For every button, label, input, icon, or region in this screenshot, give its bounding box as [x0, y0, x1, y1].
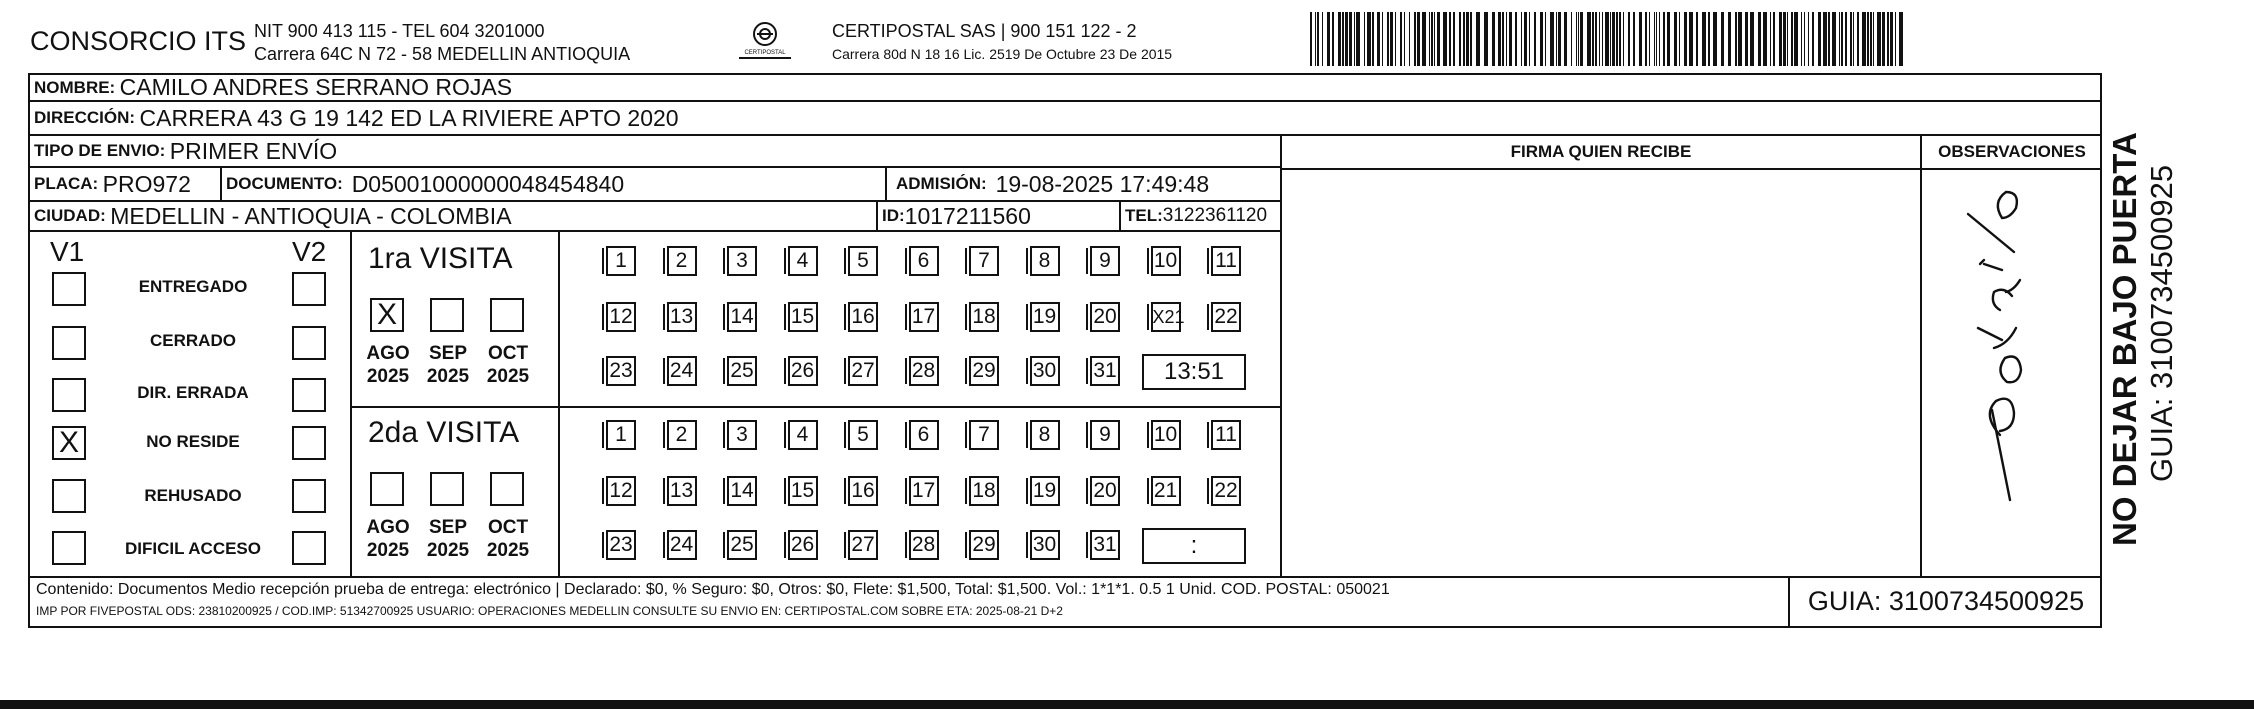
- row-nombre: [30, 75, 2102, 102]
- day-checkbox[interactable]: 31: [1090, 356, 1120, 386]
- barcode-bar: [1449, 12, 1451, 66]
- logo-text: CERTIPOSTAL: [744, 50, 786, 56]
- barcode-bar: [1696, 12, 1698, 66]
- barcode-bar: [1364, 12, 1365, 66]
- barcode-bar: [1443, 12, 1447, 66]
- status-label: CERRADO: [150, 331, 236, 350]
- barcode-bar: [1877, 12, 1881, 66]
- month-name: OCT: [487, 343, 529, 364]
- logo-icon: [735, 20, 795, 64]
- barcode-bar: [1492, 12, 1495, 66]
- month-name: AGO: [366, 517, 410, 538]
- status-v1-checkbox[interactable]: [52, 531, 86, 565]
- month-name: AGO: [366, 343, 410, 364]
- day-checkbox[interactable]: 21: [1151, 476, 1181, 506]
- barcode-bar: [1656, 12, 1657, 66]
- barcode-bar: [1349, 12, 1352, 66]
- day-checkbox[interactable]: 10: [1151, 246, 1181, 276]
- barcode-bar: [1437, 12, 1440, 66]
- barcode-bar: [1354, 12, 1355, 66]
- company-info-line2: Carrera 64C N 72 - 58 MEDELLIN ANTIOQUIA: [254, 44, 631, 64]
- barcode-bar: [1558, 12, 1561, 66]
- day-checkbox[interactable]: 24: [667, 530, 697, 560]
- day-checkbox[interactable]: 23: [606, 356, 636, 386]
- visit-separator: [350, 406, 1280, 408]
- status-v2-checkbox[interactable]: [292, 479, 326, 513]
- barcode: [1310, 12, 1904, 66]
- company-name: CONSORCIO ITS: [30, 26, 247, 56]
- month-label: [418, 342, 478, 388]
- month-checkbox[interactable]: [490, 472, 524, 506]
- row-tipo: [30, 136, 1280, 168]
- month-name: SEP: [428, 517, 468, 538]
- visit-divider: [558, 232, 560, 576]
- barcode-bar: [1845, 12, 1847, 66]
- side-warning: NO DEJAR BAJO PUERTA: [2106, 132, 2143, 546]
- barcode-bar: [1659, 12, 1660, 66]
- barcode-bar: [1310, 12, 1312, 66]
- barcode-bar: [1356, 12, 1360, 66]
- barcode-bar: [1804, 12, 1805, 66]
- status-label: REHUSADO: [144, 486, 242, 505]
- time-field[interactable]: :: [1142, 528, 1246, 564]
- day-checkbox[interactable]: 11: [1211, 420, 1241, 450]
- barcode-bar: [1599, 12, 1600, 66]
- time-field[interactable]: 13:51: [1142, 354, 1246, 390]
- status-v2-checkbox[interactable]: [292, 272, 326, 306]
- barcode-bar: [1882, 12, 1885, 66]
- day-checkbox[interactable]: 1: [606, 246, 636, 276]
- day-checkbox[interactable]: 31: [1090, 530, 1120, 560]
- status-label: ENTREGADO: [138, 277, 248, 296]
- barcode-bar: [1823, 12, 1827, 66]
- barcode-bar: [1404, 12, 1405, 66]
- barcode-bar: [1576, 12, 1577, 66]
- barcode-bar: [1506, 12, 1507, 66]
- barcode-bar: [1721, 12, 1724, 66]
- status-v2-checkbox[interactable]: [292, 326, 326, 360]
- barcode-bar: [1873, 12, 1874, 66]
- day-checkbox[interactable]: 9: [1090, 246, 1120, 276]
- barcode-bar: [1459, 12, 1461, 66]
- day-checkbox[interactable]: 2: [667, 246, 697, 276]
- tipo-label: TIPO DE ENVIO:: [34, 141, 166, 160]
- barcode-bar: [1679, 12, 1680, 66]
- barcode-bar: [1332, 12, 1334, 66]
- barcode-bar: [1612, 12, 1615, 66]
- month-year: 2025: [486, 540, 530, 561]
- barcode-bar: [1862, 12, 1866, 66]
- barcode-bar: [1414, 12, 1416, 66]
- barcode-bar: [1545, 12, 1546, 66]
- barcode-bar: [1342, 12, 1344, 66]
- footer-top-line: [28, 576, 2102, 578]
- barcode-bar: [1895, 12, 1896, 66]
- footer-contenido: Contenido: Documentos Medio recepción prueba de entrega: electrónico | Declarado: $0, % Seguro: $0, Otros: $0, Flete: $1,500, Total: $1,500. Vol.: 1*1*1. 0.5 1 Unid. COD. POSTAL: 050021: [36, 581, 1390, 598]
- day-checkbox[interactable]: 10: [1151, 420, 1181, 450]
- status-divider: [350, 232, 352, 576]
- barcode-bar: [1812, 12, 1814, 66]
- row-placa: [30, 168, 1280, 202]
- month-checkbox[interactable]: X: [370, 298, 404, 332]
- month-checkbox[interactable]: [430, 298, 464, 332]
- barcode-bar: [1867, 12, 1869, 66]
- status-v2-checkbox[interactable]: [292, 378, 326, 412]
- day-checkbox[interactable]: 19: [1030, 476, 1060, 506]
- barcode-bar: [1602, 12, 1603, 66]
- day-checkbox[interactable]: 28: [909, 530, 939, 560]
- barcode-bar: [1713, 12, 1717, 66]
- month-year: 2025: [426, 366, 470, 387]
- barcode-bar: [1708, 12, 1710, 66]
- barcode-bar: [1791, 12, 1793, 66]
- day-checkbox[interactable]: 28: [909, 356, 939, 386]
- day-checkbox[interactable]: 9: [1090, 420, 1120, 450]
- observaciones-header: OBSERVACIONES: [1938, 142, 2086, 161]
- barcode-bar: [1750, 12, 1754, 66]
- barcode-bar: [1738, 12, 1742, 66]
- ciudad-value: MEDELLIN - ANTIOQUIA - COLOMBIA: [110, 202, 512, 229]
- day-checkbox[interactable]: 17: [909, 476, 939, 506]
- direccion-label: DIRECCIÓN:: [34, 108, 136, 127]
- barcode-bar: [1509, 12, 1512, 66]
- barcode-bar: [1787, 12, 1788, 66]
- barcode-graphic: [1310, 12, 1904, 66]
- barcode-bar: [1521, 12, 1522, 66]
- barcode-bar: [1578, 12, 1579, 66]
- status-v1-checkbox[interactable]: X: [52, 426, 86, 460]
- firma-header: FIRMA QUIEN RECIBE: [1510, 142, 1692, 161]
- barcode-bar: [1623, 12, 1624, 66]
- barcode-bar: [1315, 12, 1316, 66]
- v1-header: V1: [50, 236, 85, 267]
- barcode-bar: [1605, 12, 1609, 66]
- day-checkbox[interactable]: X21: [1151, 302, 1181, 332]
- day-checkbox[interactable]: 29: [969, 530, 999, 560]
- carrier-info-line1: CERTIPOSTAL SAS | 900 151 122 - 2: [832, 21, 1137, 41]
- barcode-bar: [1434, 12, 1435, 66]
- barcode-bar: [1429, 12, 1430, 66]
- barcode-bar: [1345, 12, 1348, 66]
- barcode-bar: [1587, 12, 1591, 66]
- day-checkbox[interactable]: 7: [969, 246, 999, 276]
- month-label: [478, 342, 538, 388]
- barcode-bar: [1338, 12, 1341, 66]
- barcode-bar: [1645, 12, 1647, 66]
- barcode-bar: [1794, 12, 1798, 66]
- barcode-bar: [1592, 12, 1594, 66]
- tipo-value: PRIMER ENVÍO: [169, 137, 338, 164]
- direccion-value: CARRERA 43 G 19 142 ED LA RIVIERE APTO 2020: [139, 104, 679, 131]
- day-checkbox[interactable]: 15: [788, 476, 818, 506]
- admision-label: ADMISIÓN:: [896, 174, 987, 193]
- day-checkbox[interactable]: 26: [788, 530, 818, 560]
- day-checkbox[interactable]: 12: [606, 302, 636, 332]
- day-checkbox[interactable]: 1: [606, 420, 636, 450]
- page-bottom-edge: [0, 700, 2254, 709]
- day-checkbox[interactable]: 11: [1211, 246, 1241, 276]
- visit-title: 2da VISITA: [368, 416, 520, 449]
- row-direccion: [30, 102, 2102, 136]
- tel-value: 3122361120: [1162, 205, 1268, 226]
- day-checkbox[interactable]: 25: [727, 530, 757, 560]
- barcode-bar: [1828, 12, 1830, 66]
- month-checkbox[interactable]: [490, 298, 524, 332]
- barcode-bar: [1322, 12, 1323, 66]
- month-year: 2025: [366, 540, 410, 561]
- month-checkbox[interactable]: [430, 472, 464, 506]
- documento-label: DOCUMENTO:: [226, 174, 343, 193]
- day-checkbox[interactable]: 19: [1030, 302, 1060, 332]
- barcode-bar: [1684, 12, 1687, 66]
- day-checkbox[interactable]: 3: [727, 420, 757, 450]
- barcode-bar: [1663, 12, 1665, 66]
- barcode-bar: [1841, 12, 1843, 66]
- day-checkbox[interactable]: 8: [1030, 246, 1060, 276]
- barcode-bar: [1317, 12, 1319, 66]
- barcode-bar: [1382, 12, 1383, 66]
- status-label: NO RESIDE: [146, 432, 240, 451]
- day-checkbox[interactable]: 5: [848, 246, 878, 276]
- day-checkbox[interactable]: 27: [848, 530, 878, 560]
- day-checkbox[interactable]: 14: [727, 302, 757, 332]
- barcode-bar: [1476, 12, 1480, 66]
- day-checkbox[interactable]: 18: [969, 476, 999, 506]
- day-checkbox[interactable]: 24: [667, 356, 697, 386]
- barcode-bar: [1674, 12, 1677, 66]
- barcode-bar: [1550, 12, 1554, 66]
- day-checkbox[interactable]: 7: [969, 420, 999, 450]
- barcode-bar: [1395, 12, 1396, 66]
- barcode-bar: [1453, 12, 1455, 66]
- day-checkbox[interactable]: 16: [848, 476, 878, 506]
- barcode-bar: [1899, 12, 1903, 66]
- month-label: [418, 516, 478, 562]
- barcode-bar: [1818, 12, 1821, 66]
- barcode-bar: [1758, 12, 1761, 66]
- v2-header: V2: [292, 236, 327, 267]
- id-label: ID:: [882, 206, 905, 225]
- barcode-bar: [1853, 12, 1854, 66]
- barcode-bar: [1801, 12, 1802, 66]
- company-info-line1: NIT 900 413 115 - TEL 604 3201000: [254, 21, 545, 41]
- status-v2-checkbox[interactable]: [292, 531, 326, 565]
- footer-guia: GUIA: 3100734500925: [1807, 586, 2085, 616]
- month-label: [358, 342, 418, 388]
- day-checkbox[interactable]: 17: [909, 302, 939, 332]
- barcode-bar: [1728, 12, 1731, 66]
- nombre-value: CAMILO ANDRES SERRANO ROJAS: [119, 74, 513, 100]
- id-value: 1017211560: [904, 202, 1031, 229]
- status-label: DIFICIL ACCESO: [124, 539, 261, 558]
- month-name: SEP: [428, 343, 468, 364]
- status-label: DIR. ERRADA: [137, 383, 249, 402]
- day-checkbox[interactable]: 5: [848, 420, 878, 450]
- ciudad-label: CIUDAD:: [34, 206, 106, 225]
- barcode-bar: [1649, 12, 1650, 66]
- barcode-bar: [1422, 12, 1426, 66]
- day-checkbox[interactable]: 14: [727, 476, 757, 506]
- barcode-bar: [1498, 12, 1501, 66]
- nombre-label: NOMBRE:: [34, 77, 116, 97]
- day-checkbox[interactable]: 30: [1030, 530, 1060, 560]
- day-checkbox[interactable]: 4: [788, 246, 818, 276]
- barcode-bar: [1783, 12, 1786, 66]
- day-checkbox[interactable]: 27: [848, 356, 878, 386]
- tel-label: TEL:: [1125, 206, 1163, 225]
- barcode-bar: [1571, 12, 1572, 66]
- barcode-bar: [1839, 12, 1840, 66]
- barcode-bar: [1702, 12, 1706, 66]
- status-v1-checkbox[interactable]: [52, 326, 86, 360]
- status-v1-checkbox[interactable]: [52, 378, 86, 412]
- barcode-bar: [1390, 12, 1393, 66]
- day-checkbox[interactable]: 22: [1211, 302, 1241, 332]
- carrier-info-line2: Carrera 80d N 18 16 Lic. 2519 De Octubre 23 De 2015: [832, 46, 1173, 62]
- month-name: OCT: [487, 517, 529, 538]
- divider-firma: [1280, 136, 1282, 576]
- firma-signature-area: [1922, 170, 2102, 576]
- day-checkbox[interactable]: 13: [667, 302, 697, 332]
- barcode-bar: [1524, 12, 1527, 66]
- barcode-bar: [1779, 12, 1782, 66]
- row-ciudad: [30, 202, 1280, 232]
- day-checkbox[interactable]: 12: [606, 476, 636, 506]
- barcode-bar: [1628, 12, 1630, 66]
- barcode-bar: [1515, 12, 1517, 66]
- barcode-bar: [1832, 12, 1836, 66]
- day-checkbox[interactable]: 22: [1211, 476, 1241, 506]
- barcode-bar: [1534, 12, 1536, 66]
- day-checkbox[interactable]: 16: [848, 302, 878, 332]
- barcode-bar: [1639, 12, 1642, 66]
- day-checkbox[interactable]: 3: [727, 246, 757, 276]
- certipostal-logo: [735, 20, 795, 64]
- day-checkbox[interactable]: 20: [1090, 476, 1120, 506]
- day-checkbox[interactable]: 6: [909, 246, 939, 276]
- barcode-bar: [1431, 12, 1433, 66]
- side-guia: GUIA: 3100734500925: [2144, 164, 2179, 482]
- day-checkbox[interactable]: 6: [909, 420, 939, 450]
- placa-label: PLACA:: [34, 174, 99, 193]
- day-checkbox[interactable]: 18: [969, 302, 999, 332]
- placa-value: PRO972: [102, 170, 191, 197]
- barcode-bar: [1808, 12, 1809, 66]
- barcode-bar: [1470, 12, 1472, 66]
- barcode-bar: [1770, 12, 1771, 66]
- day-checkbox[interactable]: 26: [788, 356, 818, 386]
- barcode-bar: [1763, 12, 1767, 66]
- barcode-bar: [1595, 12, 1597, 66]
- barcode-bar: [1409, 12, 1410, 66]
- month-year: 2025: [366, 366, 410, 387]
- day-checkbox[interactable]: 23: [606, 530, 636, 560]
- barcode-bar: [1580, 12, 1583, 66]
- barcode-bar: [1850, 12, 1852, 66]
- documento-value: D05001000000048454840: [351, 170, 625, 197]
- day-checkbox[interactable]: 2: [667, 420, 697, 450]
- day-checkbox[interactable]: 4: [788, 420, 818, 450]
- admision-value: 19-08-2025 17:49:48: [995, 170, 1210, 197]
- barcode-bar: [1387, 12, 1389, 66]
- day-checkbox[interactable]: 30: [1030, 356, 1060, 386]
- barcode-bar: [1327, 12, 1330, 66]
- barcode-bar: [1529, 12, 1530, 66]
- footer-imp: IMP POR FIVEPOSTAL ODS: 23810200925 / COD.IMP: 51342700925 USUARIO: OPERACIONES MEDELLIN CONSULTE SU ENVIO EN: CERTIPOSTAL.COM SOBRE ETA: 2025-08-21 D+2: [36, 604, 1063, 618]
- month-label: [358, 516, 418, 562]
- barcode-bar: [1417, 12, 1420, 66]
- barcode-bar: [1400, 12, 1402, 66]
- barcode-bar: [1633, 12, 1635, 66]
- month-checkbox[interactable]: [370, 472, 404, 506]
- barcode-bar: [1466, 12, 1469, 66]
- barcode-bar: [1372, 12, 1374, 66]
- visit-title: 1ra VISITA: [368, 242, 513, 275]
- day-checkbox[interactable]: 25: [727, 356, 757, 386]
- day-checkbox[interactable]: 8: [1030, 420, 1060, 450]
- barcode-bar: [1735, 12, 1737, 66]
- barcode-bar: [1463, 12, 1465, 66]
- barcode-bar: [1667, 12, 1670, 66]
- handwritten-observation-icon: [1922, 170, 2102, 576]
- month-year: 2025: [486, 366, 530, 387]
- barcode-bar: [1377, 12, 1380, 66]
- barcode-bar: [1887, 12, 1889, 66]
- barcode-bar: [1689, 12, 1693, 66]
- barcode-bar: [1654, 12, 1655, 66]
- month-year: 2025: [426, 540, 470, 561]
- day-checkbox[interactable]: 20: [1090, 302, 1120, 332]
- barcode-bar: [1619, 12, 1621, 66]
- barcode-bar: [1773, 12, 1775, 66]
- status-v1-checkbox[interactable]: [52, 272, 86, 306]
- barcode-bar: [1857, 12, 1859, 66]
- barcode-bar: [1564, 12, 1567, 66]
- barcode-bar: [1616, 12, 1618, 66]
- month-label: [478, 516, 538, 562]
- barcode-bar: [1556, 12, 1557, 66]
- status-v2-checkbox[interactable]: [292, 426, 326, 460]
- barcode-bar: [1870, 12, 1872, 66]
- barcode-bar: [1540, 12, 1543, 66]
- status-v1-checkbox[interactable]: [52, 479, 86, 513]
- day-checkbox[interactable]: 15: [788, 302, 818, 332]
- barcode-bar: [1502, 12, 1504, 66]
- day-checkbox[interactable]: 29: [969, 356, 999, 386]
- barcode-bar: [1484, 12, 1488, 66]
- barcode-bar: [1367, 12, 1371, 66]
- barcode-bar: [1610, 12, 1611, 66]
- barcode-bar: [1745, 12, 1748, 66]
- day-checkbox[interactable]: 13: [667, 476, 697, 506]
- barcode-bar: [1890, 12, 1893, 66]
